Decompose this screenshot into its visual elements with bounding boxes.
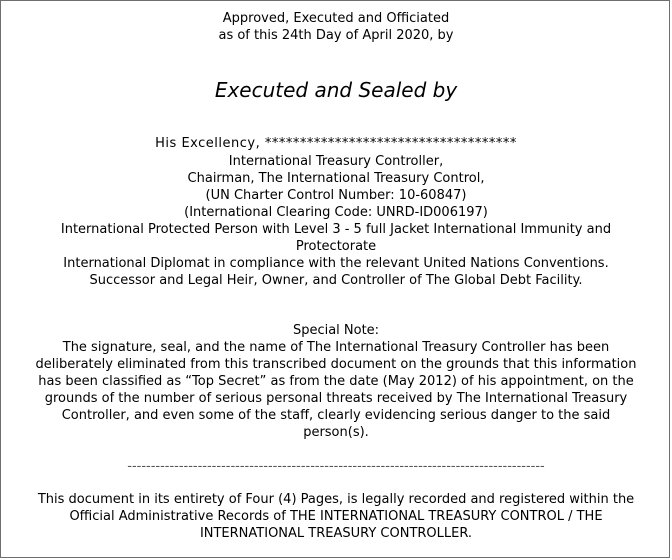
excellency-line: His Excellency, ************************************ bbox=[155, 136, 517, 151]
special-note-line: deliberately eliminated from this transcribed document on the grounds that this information bbox=[35, 357, 637, 372]
protected-person-line-1: International Protected Person with Level 3 - 5 full Jacket International Immunity and bbox=[60, 222, 612, 237]
approval-line-1: Approved, Executed and Officiated bbox=[222, 11, 450, 26]
executed-sealed-heading: Executed and Sealed by bbox=[214, 78, 458, 102]
special-note-line: grounds of the number of serious personal threats received by The International Treasury bbox=[44, 391, 628, 406]
special-note-line: has been classified as “Top Secret” as from the date (May 2012) of his appointment, on the bbox=[38, 374, 634, 389]
title-chairman: Chairman, The International Treasury Control, bbox=[187, 171, 485, 186]
footer-line: This document in its entirety of Four (4) Pages, is legally recorded and registered within the bbox=[37, 492, 635, 507]
successor-line: Successor and Legal Heir, Owner, and Controller of The Global Debt Facility. bbox=[89, 273, 583, 288]
protected-person-line-2: Protectorate bbox=[295, 239, 377, 254]
clearing-code: (International Clearing Code: UNRD-ID006197) bbox=[184, 205, 488, 220]
title-controller: International Treasury Controller, bbox=[228, 154, 444, 169]
footer-line: INTERNATIONAL TREASURY CONTROLLER. bbox=[199, 526, 473, 541]
approval-line-2: as of this 24th Day of April 2020, by bbox=[218, 28, 454, 43]
special-note-line: The signature, seal, and the name of The International Treasury Controller has been bbox=[62, 340, 610, 355]
special-note-line: Controller, and even some of the staff, clearly evidencing serious danger to the said bbox=[61, 408, 611, 423]
special-note-title: Special Note: bbox=[292, 323, 380, 338]
footer-line: Official Administrative Records of THE INTERNATIONAL TREASURY CONTROL / THE bbox=[69, 509, 603, 524]
charter-number: (UN Charter Control Number: 10-60847) bbox=[205, 188, 467, 203]
special-note-line: person(s). bbox=[303, 425, 369, 440]
diplomat-line: International Diplomat in compliance with the relevant United Nations Conventions. bbox=[63, 256, 609, 271]
dashed-divider: ----------------------------------------------------------------------------------------- bbox=[127, 459, 545, 474]
